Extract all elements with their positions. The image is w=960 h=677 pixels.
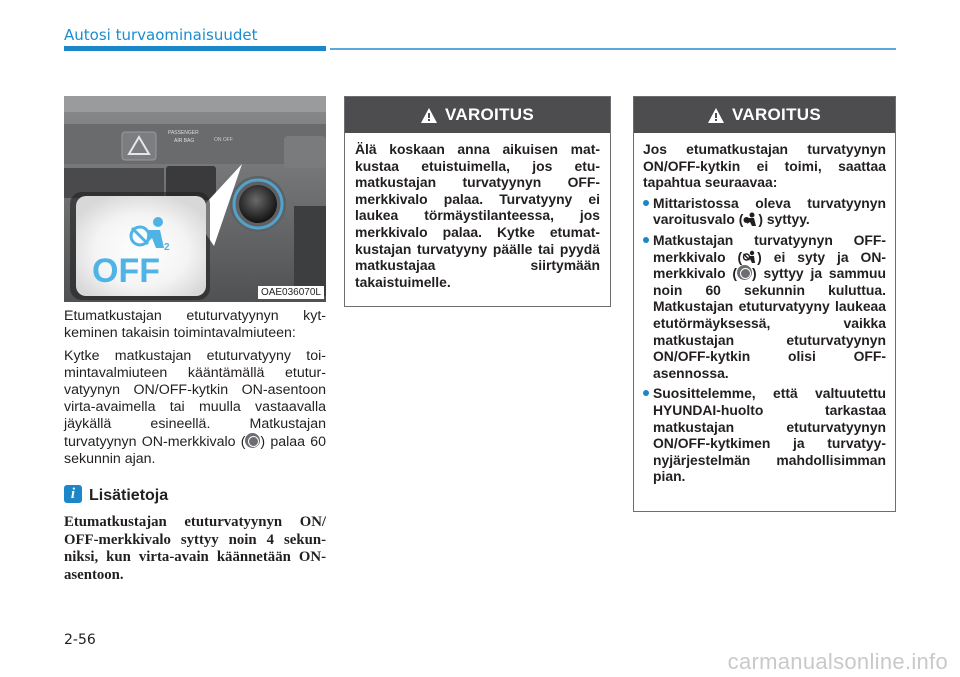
warning-text-1: Älä koskaan anna aikuisen matkustaa etuistuimella, jos etumatkustajan turvatyynyn OFF-merkkivalo palaa. Turvatyyny ei laukea törmäystilanteessa, jos merkkivalo palaa. Kytke etumatkustajan turvatyyny päälle tai pyydä matkustajaa siirtymään takaistuimelle.	[355, 141, 600, 290]
warning-bullet-3	[643, 385, 886, 485]
warning-intro-2: Jos etumatkustajan turvatyynyn ON/OFF-kytkin ei toimi, saattaa tapahtua seuraavaa:	[643, 141, 886, 191]
warning-triangle-icon	[708, 108, 724, 123]
bullet-1-end: ) syttyy.	[758, 211, 810, 228]
warning-body-2	[634, 133, 895, 485]
body-paragraph-2-text: Kytke matkustajan etuturvatyyny toimintavalmiuteen kääntämällä etuturvatyynyn ON/OFF-kytkin ON-asentoon virta-avaimella tai muulla vastaavalla jäykällä esineellä. Matkustajan turvatyynyn ON-merkkivalo (	[64, 348, 326, 450]
svg-text:AIR BAG: AIR BAG	[174, 138, 195, 144]
bullet-dot	[643, 200, 649, 206]
bullet-2-text-a: Matkustajan turvatyynyn OFF-merkkivalo (	[653, 231, 886, 265]
warning-header-1	[345, 97, 610, 133]
svg-text:2: 2	[164, 242, 170, 253]
info-icon: i	[64, 485, 82, 503]
body-paragraph-2	[64, 348, 326, 468]
warning-box-2	[633, 96, 896, 512]
bullet-3-text: Suosittelemme, että valtuutettu HYUNDAI-huolto tarkastaa matkustajan etuturvatyynyn ON/OFF-kytkimen ja turvatyynyjärjestelmän mahdollisimman pian.	[653, 385, 886, 485]
body-paragraph-2-end: ) palaa 60 sekunnin ajan.	[64, 434, 326, 467]
header-rule-primary	[64, 46, 326, 51]
airbag-on-indicator-icon	[245, 433, 260, 448]
warning-header-2	[634, 97, 895, 133]
airbag-switch-figure	[64, 96, 326, 302]
dashboard-illustration	[64, 96, 326, 302]
bullet-dot	[643, 390, 649, 396]
bullet-2-text-c: ) syttyy ja sammuu noin 60 sekunnin kuluttua. Matkustajan etuturvatyyny laukeaa etutörmäyksessä, vaikka matkustajan etuturvatyynyn ON/OFF-kytkin olisi OFF-asennossa.	[653, 265, 886, 381]
warning-bullet-2	[643, 232, 886, 381]
bullet-dot	[643, 237, 649, 243]
info-text: Etumatkustajan etuturvatyynyn ON/ OFF-merkkivalo syttyy noin 4 sekunniksi, kun virta-avain käännetään ON-asentoon.	[64, 514, 326, 583]
page-number: 2-56	[64, 632, 96, 648]
warning-box-1	[344, 96, 611, 307]
warning-triangle-icon	[421, 108, 437, 123]
svg-text:ON OFF: ON OFF	[214, 137, 233, 143]
airbag-off-indicator-icon	[742, 250, 757, 265]
warning-heading-1: VAROITUS	[445, 105, 534, 124]
airbag-on-indicator-icon	[737, 265, 752, 280]
section-title: Autosi turvaominaisuudet	[64, 26, 258, 44]
figure-code: OAE036070L	[258, 286, 324, 299]
body-paragraph-1: Etumatkustajan etuturvatyynyn kytkeminen takaisin toimintavalmiuteen:	[64, 308, 326, 341]
warning-bullet-1	[643, 195, 886, 228]
bullet-1-text: Mittaristossa oleva turvatyynyn varoitusvalo (	[653, 194, 886, 228]
header-rule-secondary	[330, 48, 896, 50]
info-title: Lisätietoja	[89, 487, 169, 504]
panel-label: PASSENGER	[168, 130, 199, 136]
off-indicator-label: OFF	[92, 252, 160, 290]
warning-heading-2: VAROITUS	[732, 105, 821, 124]
bullet-2-text-b: ) ei syty ja ON-merkkivalo (	[653, 248, 886, 282]
watermark: carmanualsonline.info	[727, 649, 948, 674]
airbag-warning-icon	[743, 212, 758, 227]
